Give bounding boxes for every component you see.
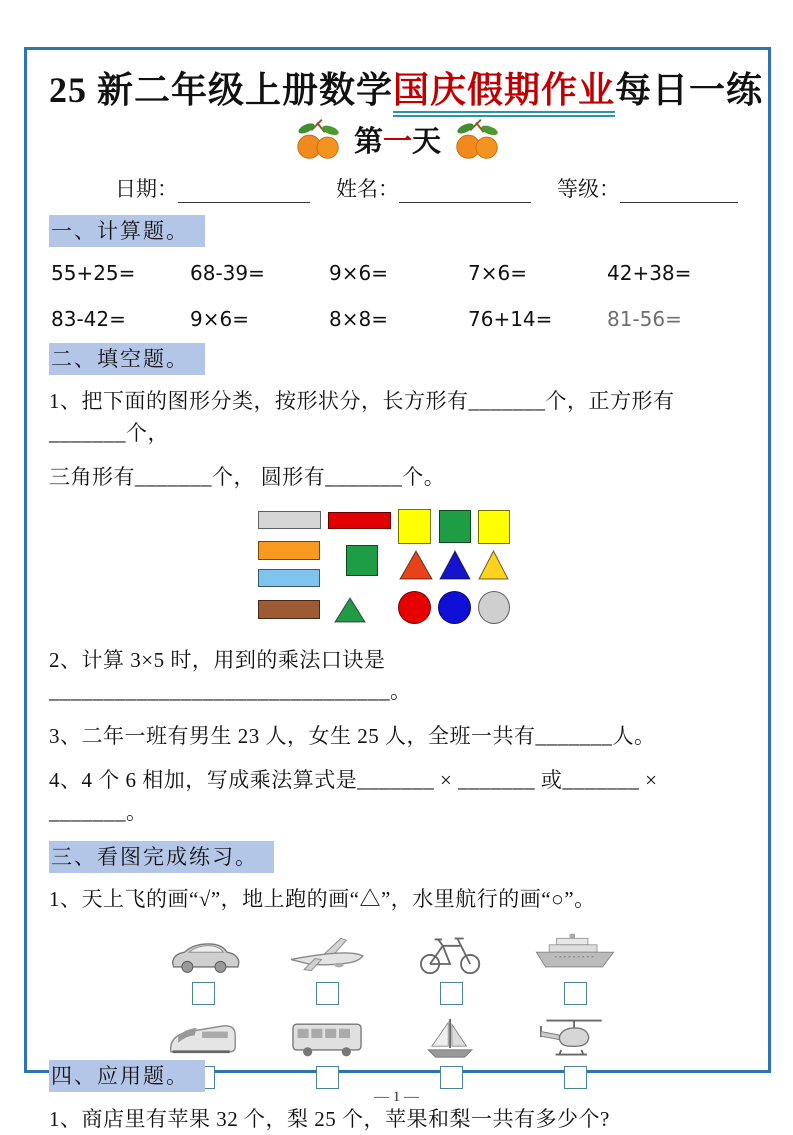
calc-problem: 9×6= <box>329 261 468 285</box>
calc-problem: 9×6= <box>190 307 329 331</box>
bicycle-icon <box>410 929 492 977</box>
header-fields <box>115 173 746 203</box>
airplane-icon <box>282 929 372 977</box>
shape-triangle-yellow <box>478 550 509 580</box>
vehicle-cell-airplane <box>282 929 372 1005</box>
shapes-grid <box>254 507 514 631</box>
vehicle-cell-bicycle <box>410 929 492 1005</box>
vehicle-cell-cruise-ship <box>527 929 623 1005</box>
day-label <box>354 119 441 160</box>
shape-rectangle-red <box>328 512 391 529</box>
shape-square-yellow-1 <box>398 509 431 544</box>
fill-question-1-line1: 1、把下面的图形分类，按形状分，长方形有_______个，正方形有_______个， <box>49 386 746 449</box>
shape-circle-gray <box>478 591 510 624</box>
section-4-header <box>49 1060 746 1090</box>
calc-problem: 81-56= <box>607 307 746 331</box>
vehicle-cell-sailboat <box>410 1013 492 1089</box>
shape-circle-red <box>398 591 431 624</box>
sailboat-icon <box>410 1013 492 1061</box>
shape-square-green-1 <box>439 510 471 543</box>
shape-rectangle-gray <box>258 511 321 529</box>
vehicle-cell-bus <box>284 1013 370 1089</box>
day-post: 天 <box>412 126 441 158</box>
page-border-frame <box>24 47 771 1073</box>
section-2-title: 二、填空题。 <box>49 343 205 375</box>
fill-question-3: 3、二年一班有男生 23 人，女生 25 人，全班一共有_______人。 <box>49 721 746 753</box>
day-heading <box>49 117 746 161</box>
calc-problem: 7×6= <box>468 261 607 285</box>
grade-field <box>557 173 738 203</box>
helicopter-icon <box>532 1013 618 1061</box>
cruise-ship-icon <box>527 929 623 977</box>
name-field <box>336 173 531 203</box>
calc-problems-grid <box>51 261 746 331</box>
section-3-title: 三、看图完成练习。 <box>49 841 274 873</box>
day-number-red: 一 <box>383 126 412 158</box>
date-label: 日期： <box>115 177 178 201</box>
shape-rectangle-orange <box>258 541 320 560</box>
fill-question-2: 2、计算 3×5 时，用到的乘法口诀是_______________________________。 <box>49 645 746 708</box>
calc-problem: 83-42= <box>51 307 190 331</box>
shape-circle-blue <box>438 591 471 624</box>
helicopter-checkbox[interactable] <box>564 1066 587 1089</box>
shape-triangle-green <box>334 597 366 623</box>
cruise-ship-checkbox[interactable] <box>564 982 587 1005</box>
train-icon <box>160 1013 246 1061</box>
section-3-header <box>49 841 746 871</box>
section-4-title: 四、应用题。 <box>49 1060 205 1092</box>
day-pre: 第 <box>354 126 383 158</box>
shape-square-yellow-2 <box>478 510 510 544</box>
word-problem-1: 1、商店里有苹果 32 个，梨 25 个，苹果和梨一共有多少个? <box>49 1104 746 1135</box>
calc-problem: 8×8= <box>329 307 468 331</box>
airplane-checkbox[interactable] <box>316 982 339 1005</box>
name-label: 姓名： <box>336 177 399 201</box>
page-number: — 1 — <box>0 1089 793 1106</box>
shape-triangle-blue <box>439 550 471 580</box>
vehicle-cell-car <box>160 929 246 1005</box>
look-question-1: 1、天上飞的画“√”，地上跑的画“△”，水里航行的画“○”。 <box>49 884 746 916</box>
name-blank-line[interactable] <box>399 182 531 203</box>
car-checkbox[interactable] <box>192 982 215 1005</box>
calc-problem: 55+25= <box>51 261 190 285</box>
tangerine-icon <box>451 117 503 161</box>
sailboat-checkbox[interactable] <box>440 1066 463 1089</box>
worksheet-title <box>49 62 746 113</box>
title-part-black1: 25 新二年级上册数学 <box>49 70 393 110</box>
calc-problem: 76+14= <box>468 307 607 331</box>
calc-problem: 42+38= <box>607 261 746 285</box>
fill-question-1-line2: 三角形有_______个， 圆形有_______个。 <box>49 462 746 494</box>
shape-square-green-2 <box>346 545 378 576</box>
bus-checkbox[interactable] <box>316 1066 339 1089</box>
shape-rectangle-lightblue <box>258 569 320 587</box>
tangerine-icon <box>292 117 344 161</box>
bicycle-checkbox[interactable] <box>440 982 463 1005</box>
car-icon <box>160 929 246 977</box>
vehicle-cell-helicopter <box>532 1013 618 1089</box>
title-part-red-underlined: 国庆假期作业 <box>393 70 615 117</box>
section-2-header <box>49 343 746 373</box>
grade-label: 等级： <box>557 177 620 201</box>
date-blank-line[interactable] <box>178 182 310 203</box>
section-1-title: 一、计算题。 <box>49 215 205 247</box>
section-1-header <box>49 215 746 245</box>
grade-blank-line[interactable] <box>620 182 738 203</box>
fill-question-4: 4、4 个 6 相加，写成乘法算式是_______ × _______ 或_______ × _______。 <box>49 765 746 828</box>
bus-icon <box>284 1013 370 1061</box>
shape-triangle-red <box>399 550 433 580</box>
calc-problem: 68-39= <box>190 261 329 285</box>
shape-rectangle-brown <box>258 600 320 619</box>
title-part-black2: 每日一练 <box>615 70 763 110</box>
date-field <box>115 173 310 203</box>
